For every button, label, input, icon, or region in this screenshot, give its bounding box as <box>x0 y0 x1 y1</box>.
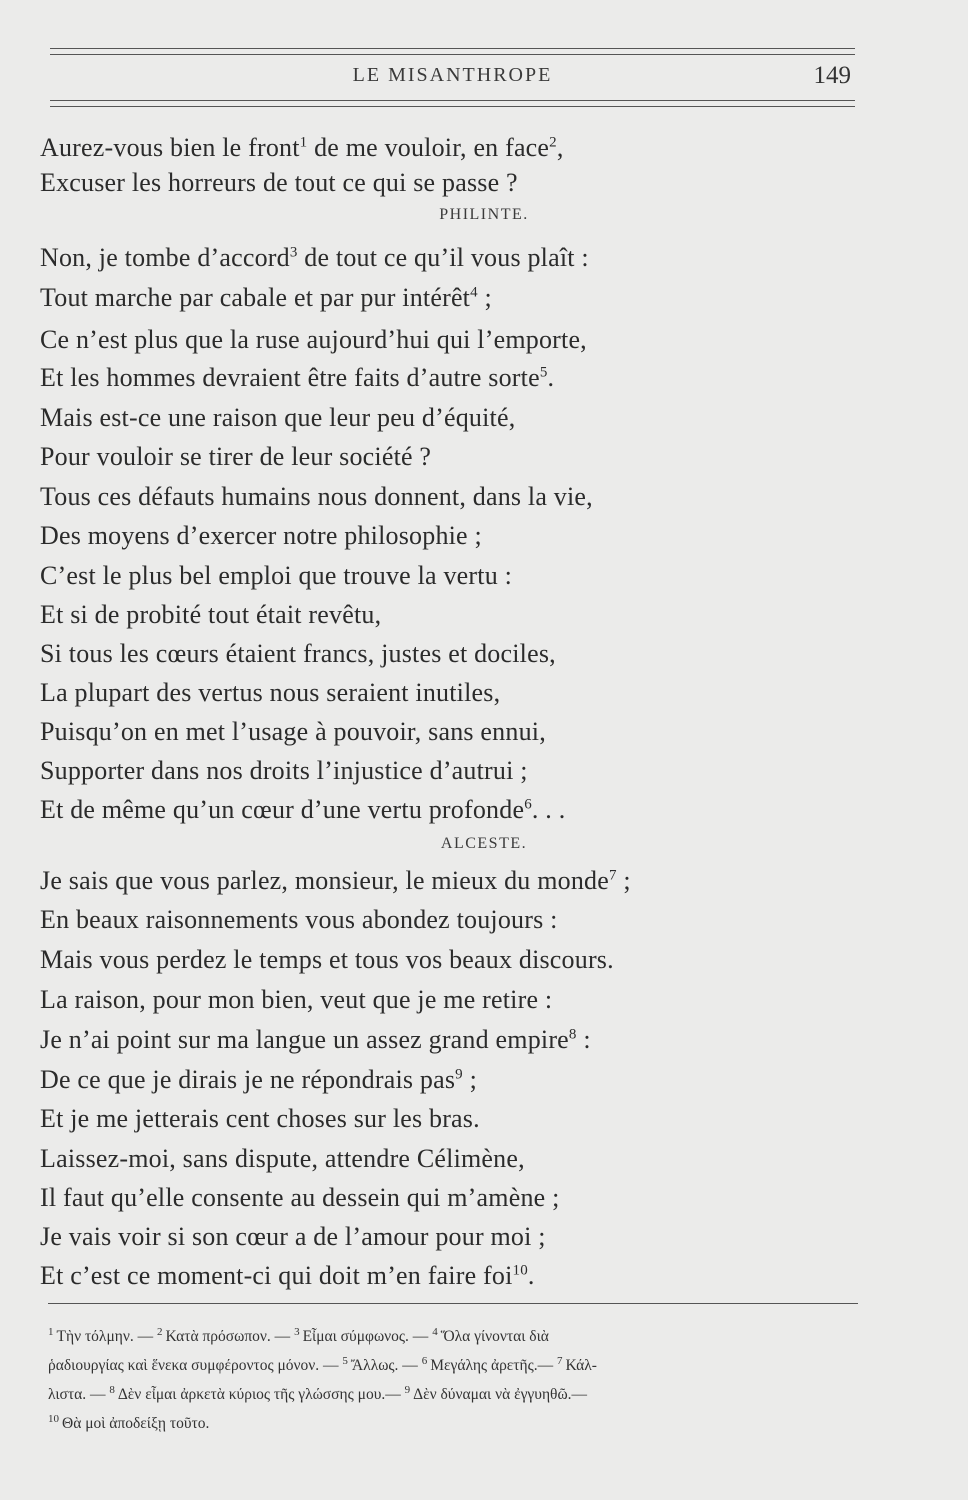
verse-line <box>40 1139 525 1179</box>
footnote-text: Κάλ- <box>565 1357 597 1374</box>
verse-text: de me vouloir, en face <box>307 133 550 162</box>
verse-text: Supporter dans nos droits l’injustice d’autrui ; <box>40 756 528 785</box>
footnote-number: 2 <box>157 1325 163 1338</box>
verse-text: Tout marche par cabale et par pur intérêt <box>40 283 471 312</box>
verse-text: Mais est-ce une raison que leur peu d’équité, <box>40 403 516 432</box>
footnote-number: 1 <box>48 1325 54 1338</box>
footnote-rule <box>48 1303 858 1304</box>
verse-text: De ce que je dirais je ne répondrais pas <box>40 1065 456 1094</box>
verse-text: Laissez-moi, sans dispute, attendre Célimène, <box>40 1144 525 1173</box>
verse-text: . <box>547 363 555 392</box>
verse-line <box>40 238 589 278</box>
verse-text: Aurez-vous bien le front <box>40 133 300 162</box>
verse-text: Je vais voir si son cœur a de l’amour pour moi ; <box>40 1222 546 1251</box>
top-rule <box>50 48 855 49</box>
footnote-ref: 4 <box>470 284 478 301</box>
footnote-number: 9 <box>404 1383 411 1396</box>
footnote-line <box>48 1409 878 1438</box>
verse-line <box>40 751 528 791</box>
verse-text: . <box>527 1261 535 1290</box>
verse-line <box>40 477 593 517</box>
verse-text: Et c’est ce moment-ci qui doit m’en faire foi <box>40 1261 513 1290</box>
footnote-ref: 6 <box>524 796 532 813</box>
verse-text: En beaux raisonnements vous abondez toujours : <box>40 905 558 934</box>
verse-text: Puisqu’on en met l’usage à pouvoir, sans ennui, <box>40 717 546 746</box>
head-rule-thin <box>50 106 855 107</box>
head-rule <box>50 100 855 101</box>
verse-text: La plupart des vertus nous seraient inutiles, <box>40 678 501 707</box>
verse-line <box>40 900 558 940</box>
footnote-ref: 3 <box>289 244 298 261</box>
verse-line <box>40 516 482 556</box>
footnote-ref: 5 <box>539 364 548 381</box>
footnote-ref: 9 <box>455 1066 463 1083</box>
footnote-number: 7 <box>557 1354 563 1367</box>
verse-line <box>40 556 512 596</box>
verse-text: Tous ces défauts humains nous donnent, dans la vie, <box>40 482 593 511</box>
verse-text: de tout ce qu’il vous plaît : <box>297 243 589 272</box>
speaker-philinte: PHILINTE. <box>439 206 529 223</box>
footnote-text: Κατὰ πρόσωπον. — <box>165 1328 295 1345</box>
running-head <box>50 62 855 94</box>
verse-text: C’est le plus bel emploi que trouve la vertu : <box>40 561 513 590</box>
verse-text: : <box>576 1025 591 1054</box>
top-rule-thin <box>50 54 855 55</box>
footnote-number: 6 <box>421 1354 428 1367</box>
verse-text: Il faut qu’elle consente au dessein qui m’amène ; <box>40 1183 560 1212</box>
footnotes <box>48 1322 878 1438</box>
verse-line <box>40 673 500 713</box>
verse-line <box>40 595 381 635</box>
verse-line <box>40 358 554 398</box>
verse-text: ; <box>462 1065 477 1094</box>
footnote-line <box>48 1380 878 1409</box>
verse-line <box>40 861 631 901</box>
verse-line <box>40 128 564 168</box>
verse-text: Non, je tombe d’accord <box>40 243 290 272</box>
footnote-ref: 1 <box>299 134 308 151</box>
verse-text: ; <box>477 283 492 312</box>
page-number: 149 <box>813 62 851 89</box>
footnote-text: ῥαδιουργίας καὶ ἕνεκα συμφέροντος μόνον. — <box>48 1357 343 1374</box>
verse-text: ; <box>616 866 631 895</box>
footnote-line <box>48 1322 878 1351</box>
footnote-text: Τὴν τόλμην. — <box>56 1328 158 1345</box>
footnote-number: 4 <box>432 1325 438 1338</box>
verse-line <box>40 1020 591 1060</box>
verse-line <box>40 398 515 438</box>
verse-text: . . . <box>531 795 566 824</box>
footnote-text: Θὰ μοὶ ἀποδείξῃ τοῦτο. <box>62 1415 210 1432</box>
verse-line <box>40 940 614 980</box>
verse-line <box>40 437 431 477</box>
speaker-alceste: ALCESTE. <box>440 835 528 852</box>
verse-line <box>40 1217 546 1257</box>
verse-text: Excuser les horreurs de tout ce qui se passe ? <box>40 168 518 197</box>
footnote-text: Ὅλα γίνονται διὰ <box>440 1328 549 1345</box>
verse-line <box>40 980 552 1020</box>
footnote-ref: 8 <box>568 1026 577 1043</box>
footnote-number: 10 <box>48 1412 59 1425</box>
footnote-text: Δὲν δύναμαι νὰ ἐγγυηθῶ.— <box>413 1386 588 1403</box>
footnote-text: Δὲν εἶμαι ἀρκετὰ κύριος τῆς γλώσσης μου.— <box>117 1386 405 1403</box>
verse-line <box>40 634 556 674</box>
footnote-number: 3 <box>294 1325 300 1338</box>
verse-line <box>40 320 587 360</box>
verse-text: Et si de probité tout était revêtu, <box>40 600 382 629</box>
running-title: LE MISANTHROPE <box>352 64 553 86</box>
footnote-text: Εἶμαι σύμφωνος. — <box>302 1328 433 1345</box>
footnote-text: Ἄλλως. — <box>350 1357 422 1374</box>
footnote-number: 8 <box>109 1383 115 1396</box>
verse-text: Mais vous perdez le temps et tous vos beaux discours. <box>40 945 614 974</box>
verse-text: Je sais que vous parlez, monsieur, le mieux du monde <box>40 866 609 895</box>
footnote-ref: 2 <box>549 134 557 151</box>
verse-text: Des moyens d’exercer notre philosophie ; <box>40 521 482 550</box>
verse-text: Je n’ai point sur ma langue un assez grand empire <box>40 1025 569 1054</box>
footnote-line <box>48 1351 878 1380</box>
footnote-text: Μεγάλης ἀρετῆς.— <box>430 1357 558 1374</box>
footnote-text: λιστα. — <box>48 1386 110 1403</box>
footnote-number: 5 <box>342 1354 348 1367</box>
verse-text: La raison, pour mon bien, veut que je me retire : <box>40 985 553 1014</box>
verse-line <box>40 712 546 752</box>
verse-line <box>40 278 492 318</box>
verse-text: Si tous les cœurs étaient francs, justes et dociles, <box>40 639 556 668</box>
verse-text: , <box>556 133 564 162</box>
verse-text: Et les hommes devraient être faits d’autre sorte <box>40 363 540 392</box>
verse-text: Et je me jetterais cent choses sur les bras. <box>40 1104 480 1133</box>
verse-text: Et de même qu’un cœur d’une vertu profonde <box>40 795 525 824</box>
verse-line <box>40 1060 477 1100</box>
verse-line <box>40 790 565 830</box>
footnote-ref: 10 <box>512 1262 528 1279</box>
verse-text: Ce n’est plus que la ruse aujourd’hui qui l’emporte, <box>40 325 587 354</box>
verse-line <box>40 1099 480 1139</box>
verse-line <box>40 163 518 203</box>
verse-text: Pour vouloir se tirer de leur société ? <box>40 442 432 471</box>
verse-line <box>40 1256 535 1296</box>
verse-line <box>40 1178 560 1218</box>
footnote-ref: 7 <box>608 867 617 884</box>
